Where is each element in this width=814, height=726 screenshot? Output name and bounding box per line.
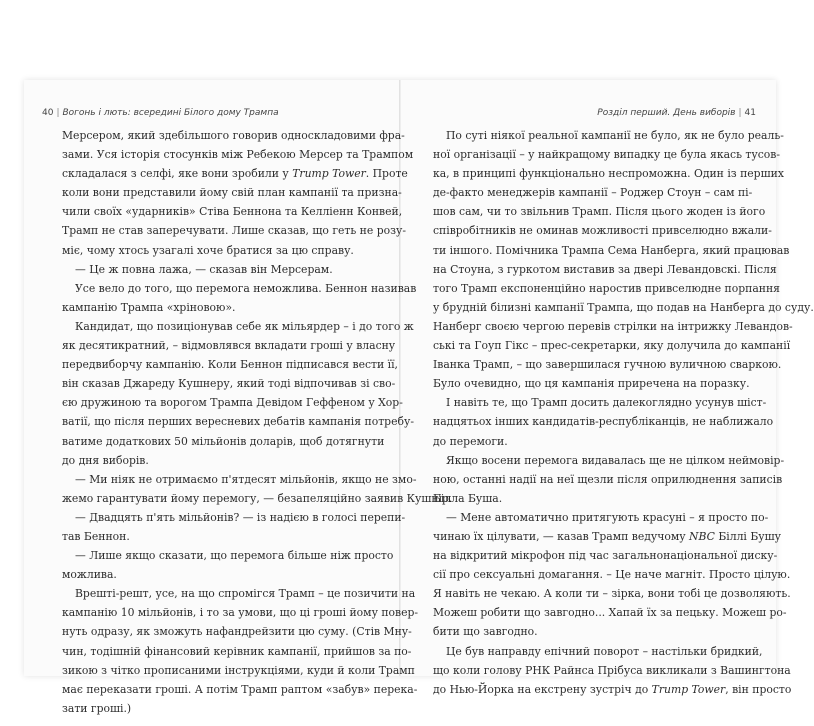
- left-page-number: 40: [42, 108, 54, 118]
- text-line: [62, 317, 414, 336]
- text-line-part: до перемоги.: [433, 434, 508, 448]
- text-line-part: ка, в принципі функціонально неспроможна. Один із перших: [433, 167, 784, 181]
- text-line: [433, 241, 790, 260]
- text-line-part: ти іншого. Помічника Трампа Сема Нанберга, який працював: [433, 243, 790, 257]
- text-line-part: ної організації – у найкращому випадку це була якась тусов-: [433, 148, 780, 162]
- text-line-part: Білла Буша.: [433, 491, 503, 505]
- text-line-part: можлива.: [62, 568, 117, 582]
- text-line-part: Якщо восени перемога видавалась ще не цілком неймовір-: [446, 453, 785, 467]
- text-line: [62, 546, 394, 565]
- left-page: [24, 80, 453, 715]
- text-line: [433, 202, 766, 221]
- text-line-part: Можеш робити що завгодно... Хапай їх за пецьку. Можеш ро-: [433, 606, 787, 620]
- text-line: [62, 584, 416, 603]
- left-header-title: Вогонь і лють: всередині Білого дому Трампа: [62, 108, 279, 118]
- text-line-part: ські та Гоуп Гікс – прес-секретарки, яку долучила до кампанії: [433, 339, 791, 353]
- text-line-part: — Мене автоматично притягують красуні – я просто по-: [446, 510, 769, 524]
- right-running-header: [597, 108, 756, 122]
- text-line: [62, 451, 380, 470]
- text-line-part: — Лише якщо сказати, що перемога більше ніж просто: [75, 549, 394, 563]
- text-line: [433, 508, 769, 527]
- text-line: [433, 374, 750, 393]
- text-line: [62, 260, 380, 279]
- text-line: [433, 260, 777, 279]
- text-line: [62, 336, 396, 355]
- right-page-body: [433, 126, 814, 699]
- text-line-part: складалася з селфі, яке вони зробили у: [62, 167, 293, 181]
- text-line-part: — Це ж повна лажа, — сказав він Мерсерам.: [75, 262, 333, 276]
- text-line-part: тав Беннон.: [62, 529, 130, 543]
- text-line-part: І навіть те, що Трамп досить далекоглядно усунув шіст-: [446, 396, 767, 410]
- text-line: [62, 470, 417, 489]
- text-line: [433, 603, 787, 622]
- text-line: [433, 298, 814, 317]
- text-line-part: Трамп не став заперечувати. Лише сказав, що геть не розу-: [62, 224, 406, 238]
- text-line-part: , він просто: [725, 682, 792, 696]
- text-line-part: у брудній білизні кампанії Трампа, що подав на Нанберга до суду.: [433, 300, 814, 314]
- text-line-part: міє, чому хтось узагалі хоче братися за цю справу.: [62, 243, 354, 257]
- text-line-part: коли вони представили йому свій план кампанії та призна-: [62, 186, 402, 200]
- text-line-part: бити що завгодно.: [433, 625, 538, 639]
- text-line-part: Врешті-решт, усе, на що спромігся Трамп – це позичити на: [75, 587, 416, 601]
- text-line: [433, 183, 753, 202]
- text-line-part: на Стоуна, з гуркотом виставив за двері Левандовскі. Після: [433, 262, 777, 276]
- text-line-part: до дня виборів.: [62, 453, 149, 467]
- text-line: [62, 565, 380, 584]
- text-line: [433, 565, 791, 584]
- text-line: [433, 584, 791, 603]
- text-line-emphasis: Trump Tower: [651, 682, 726, 696]
- text-line: [433, 393, 767, 412]
- text-line: [62, 279, 417, 298]
- text-line: [62, 183, 402, 202]
- text-line: [433, 432, 743, 451]
- text-line: [433, 622, 743, 641]
- text-line: [62, 642, 412, 661]
- text-line: [62, 355, 398, 374]
- text-line-part: зикою з чітко прописаними інструкціями, куди й коли Трамп: [62, 663, 415, 677]
- text-line-part: ною, останні надії на неї щезли після оприлюднення записів: [433, 472, 783, 486]
- right-header-title: Розділ перший. День виборів: [597, 108, 736, 118]
- text-line-part: до Нью-Йорка на екстрену зустріч до: [433, 682, 652, 696]
- text-line: [433, 546, 778, 565]
- right-page-number: 41: [744, 108, 756, 118]
- text-line: [62, 202, 403, 221]
- text-line: [433, 661, 791, 680]
- text-line-part: шов сам, чи то звільнив Трамп. Після цього жоден із його: [433, 205, 766, 219]
- text-line: [62, 221, 406, 240]
- text-line: [433, 126, 784, 145]
- text-line-part: — Ми ніяк не отримаємо п'ятдесят мільйонів, якщо не змо-: [75, 472, 417, 486]
- text-line: [62, 680, 418, 699]
- text-line-part: передвиборчу кампанію. Коли Беннон підписався вести її,: [62, 358, 398, 372]
- left-page-body: [62, 126, 453, 718]
- text-line-part: зами. Уся історія стосунків між Ребекою Мерсер та Трампом: [62, 148, 414, 162]
- text-line-part: Було очевидно, що ця кампанія приречена на поразку.: [433, 377, 750, 391]
- text-line-part: Усе вело до того, що перемога неможлива. Беннон називав: [75, 281, 417, 295]
- text-line: [62, 164, 408, 183]
- text-line: [62, 393, 403, 412]
- text-line: [62, 126, 405, 145]
- text-line: [433, 355, 782, 374]
- right-header-separator: |: [738, 108, 742, 118]
- text-line: [433, 451, 785, 470]
- text-line-part: сії про сексуальні домагання. – Це наче магніт. Просто цілую.: [433, 568, 791, 582]
- text-line-part: на відкритий мікрофон під час загальнонаціональної диску-: [433, 549, 778, 563]
- text-line: [433, 470, 783, 489]
- text-line-part: має переказати гроші. А потім Трамп раптом «забув» перека-: [62, 682, 418, 696]
- text-line-part: кампанію 10 мільйонів, і то за умови, що ці гроші йому повер-: [62, 606, 419, 620]
- text-line-part: чинаю їх цілувати, — казав Трамп ведучому: [433, 529, 690, 543]
- text-line: [62, 527, 380, 546]
- text-line: [62, 298, 380, 317]
- text-line: [62, 508, 406, 527]
- right-page: [401, 80, 814, 696]
- text-line: [62, 241, 380, 260]
- text-line-part: єю дружиною та ворогом Трампа Девідом Геффеном у Хор-: [62, 396, 403, 410]
- text-line-part: де-факто менеджерів кампанії – Роджер Стоун – сам пі-: [433, 186, 753, 200]
- text-line: [62, 489, 453, 508]
- left-running-header: [42, 108, 279, 122]
- text-line: [433, 642, 763, 661]
- text-line-part: співробітників не оминав можливості привселюдно вжали-: [433, 224, 772, 238]
- text-line-part: Мерсером, який здебільшого говорив односкладовими фра-: [62, 129, 405, 142]
- text-line-part: чили своїх «ударників» Стіва Беннона та Келліенн Конвей,: [62, 205, 403, 219]
- text-line: [62, 145, 414, 164]
- text-line: [433, 412, 774, 431]
- text-line-part: ватиме додаткових 50 мільйонів доларів, щоб дотягнути: [62, 434, 385, 448]
- text-line-part: надцятьох інших кандидатів-республіканців, не наближало: [433, 415, 774, 429]
- text-line: [433, 680, 792, 699]
- text-line: [433, 317, 793, 336]
- text-line-part: як десятикратний, – відмовлявся вкладати гроші у власну: [62, 339, 396, 353]
- text-line-part: ватії, що після перших вересневих дебатів кампанія потребу-: [62, 415, 414, 429]
- text-line-part: того Трамп експоненційно наростив привселюдне порпання: [433, 281, 780, 295]
- text-line-part: Кандидат, що позиціонував себе як мільярдер – і до того ж: [75, 319, 414, 333]
- text-line: [62, 412, 414, 431]
- text-line-part: Нанберг своєю чергою перевів стрілки на інтрижку Левандов-: [433, 319, 793, 333]
- text-line-part: чин, тодішній фінансовий керівник кампанії, прийшов за по-: [62, 644, 412, 658]
- text-line-part: що коли голову РНК Райнса Прібуса викликали з Вашингтона: [433, 663, 791, 677]
- text-line: [62, 374, 396, 393]
- text-line-part: — Двадцять п'ять мільйонів? — із надією в голосі перепи-: [75, 510, 406, 524]
- left-header-separator: |: [56, 108, 60, 118]
- text-line-part: Я навіть не чекаю. А коли ти – зірка, вони тобі це дозволяють.: [433, 587, 791, 601]
- text-line: [433, 527, 781, 546]
- text-line: [62, 699, 380, 718]
- text-line: [62, 622, 412, 641]
- text-line-emphasis: Trump Tower: [292, 167, 366, 181]
- text-line: [62, 661, 415, 680]
- text-line: [433, 489, 743, 508]
- text-line-part: нуть одразу, як зможуть нафандрейзити цю суму. (Стів Мну-: [62, 625, 412, 639]
- text-line: [62, 432, 385, 451]
- text-line-emphasis: NBC: [689, 529, 715, 543]
- text-line-part: . Проте: [365, 167, 408, 181]
- text-line: [433, 336, 791, 355]
- text-line-part: Іванка Трамп, – що завершилася гучною вуличною сваркою.: [433, 358, 782, 372]
- text-line-part: зати гроші.): [62, 701, 132, 715]
- text-line-part: Це був направду епічний поворот – настільки бридкий,: [446, 644, 763, 658]
- text-line-part: жемо гарантувати йому перемогу, — безапеляційно заявив Кушнір.: [62, 491, 453, 505]
- text-line-part: Біллі Бушу: [714, 529, 781, 543]
- text-line-part: По суті ніякої реальної кампанії не було, як не було реаль-: [446, 129, 784, 142]
- text-line: [433, 279, 780, 298]
- book-spread: [24, 80, 814, 715]
- text-line: [433, 164, 784, 183]
- text-line-part: кампанію Трампа «хріновою».: [62, 300, 236, 314]
- text-line: [62, 603, 419, 622]
- text-line: [433, 145, 780, 164]
- text-line: [433, 221, 772, 240]
- text-line-part: він сказав Джареду Кушнеру, який тоді відпочивав зі сво-: [62, 377, 396, 391]
